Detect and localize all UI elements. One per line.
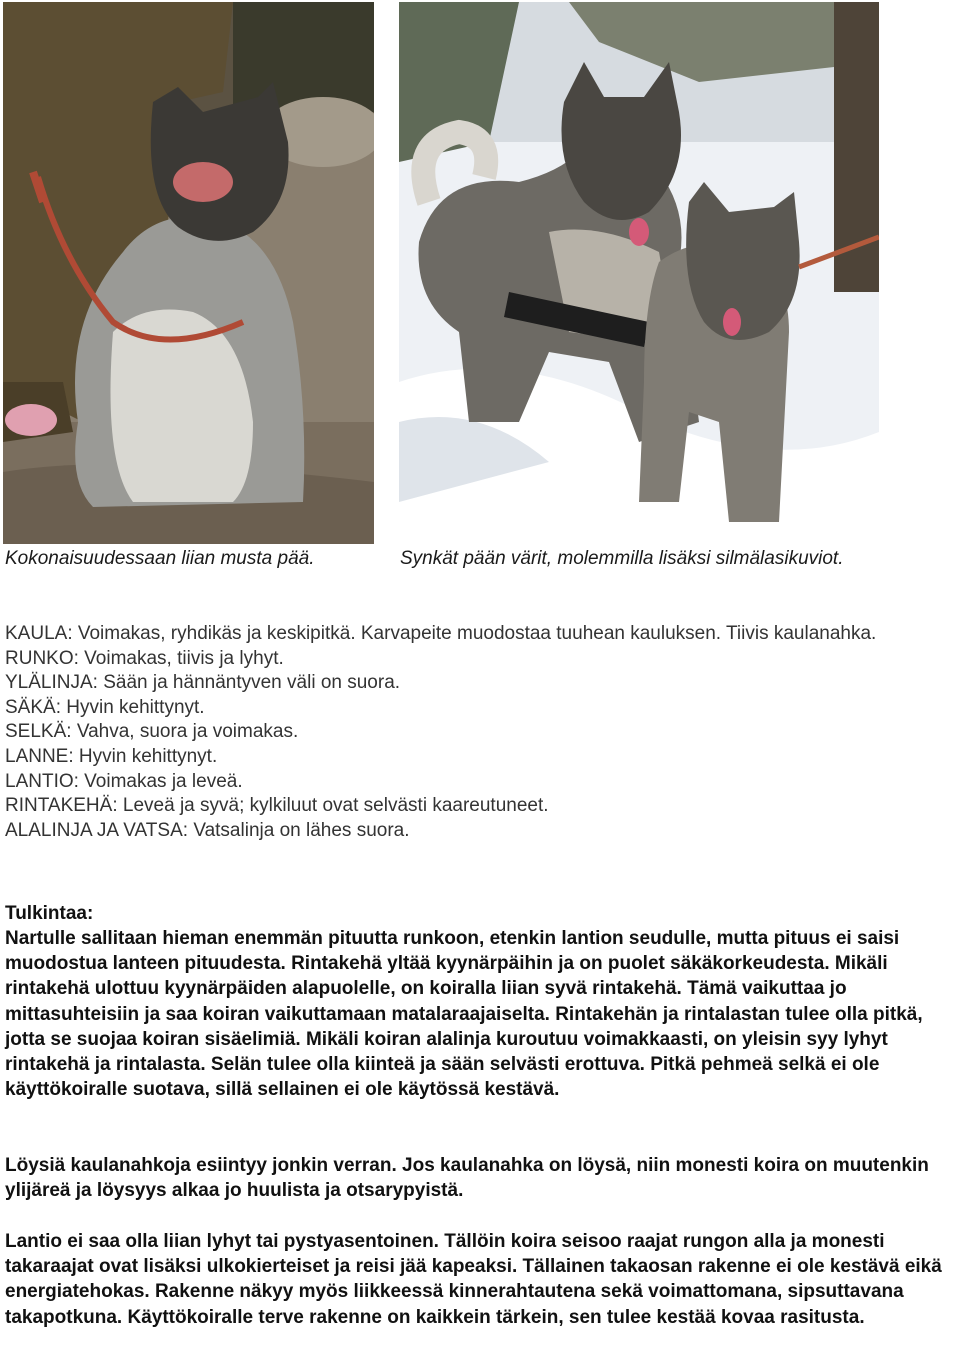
spec-text: : Voimakas, ryhdikäs ja keskipitkä. Karvapeite muodostaa tuuhean kauluksen. Tiivis kaulanahka. [67, 623, 877, 644]
caption-right: Synkät pään värit, molemmilla lisäksi silmälasikuviot. [400, 548, 844, 569]
spec-text: : Hyvin kehittynyt. [55, 696, 205, 718]
spec-text: : Leveä ja syvä; kylkiluut ovat selvästi kaareutuneet. [112, 795, 549, 817]
photo-two-dogs-snow-image [399, 2, 879, 544]
spec-text: : Sään ja hännäntyven väli on suora. [92, 672, 401, 694]
spec-text: : Vahva, suora ja voimakas. [66, 721, 299, 743]
spec-line-saka [5, 696, 945, 721]
interpretation-heading: Tulkintaa: [5, 903, 94, 924]
spec-text: : Voimakas ja leveä. [73, 770, 243, 792]
spec-key: KAULA [5, 623, 68, 644]
interpretation-paragraph: Nartulle sallitaan hieman enemmän pituutta runkoon, etenkin lantion seudulle, mutta pituus ei saisi muodostua lanteen pituudesta. Rintakehä yltää kyynärpäihin ja on puolet säkäkorkeudesta. Mikäli rintakehä ulottuu kyynärpäiden alapuolelle, on koiralla liian syvä rintakehä. Tämä vaikuttaa jo mittasuhteisiin ja saa koiran vaikuttamaan matalaraajaiselta. Rintakehän ja rintalastan tulee olla pitkä, jotta se suojaa koiran sisäelimiä. Mikäli koiran alalinja kuroutuu voimakkaasti, on yleisin syy lyhyt rintakehä ja rintalasta. Selän tulee olla kiinteä ja sään selvästi erottuva. Pitkä pehmeä selkä ei ole käyttökoiralle suotava, sillä sellainen ei ole käytössä kestävä. [5, 928, 923, 1101]
breed-standard-list [5, 622, 945, 843]
spec-key: LANTIO [5, 770, 74, 792]
spec-key: YLÄLINJA [5, 672, 93, 694]
spec-text: : Hyvin kehittynyt. [68, 745, 218, 767]
photo-two-dogs-snow [399, 2, 879, 544]
spec-line-rintakeha [5, 794, 945, 819]
spec-line-ylalinja [5, 671, 945, 696]
caption-left: Kokonaisuudessaan liian musta pää. [5, 548, 315, 569]
spec-line-kaula [5, 622, 945, 647]
photo-black-head-dog-image [3, 2, 374, 544]
spec-line-lanne [5, 745, 945, 770]
spec-key: SELKÄ [5, 721, 67, 743]
spec-key: RINTAKEHÄ [5, 795, 113, 817]
spec-line-lantio [5, 770, 945, 795]
spec-text: : Vatsalinja on lähes suora. [182, 819, 410, 841]
spec-key: LANNE [5, 745, 69, 767]
spec-key: ALALINJA JA VATSA [5, 819, 183, 841]
spec-key: SÄKÄ [5, 696, 56, 718]
interpretation-paragraph: Löysiä kaulanahkoja esiintyy jonkin verran. Jos kaulanahka on löysä, niin monesti koira on muutenkin ylijäreä ja löysyys alkaa jo huulista ja otsarypyistä. [5, 1155, 929, 1202]
interpretation-paragraph: Lantio ei saa olla liian lyhyt tai pystyasentoinen. Tällöin koira seisoo raajat rungon alla ja monesti takaraajat ovat lisäksi ulkokierteiset ja reisi jää kapeaksi. Tällainen takaosan rakenne ei ole kestävä eikä energiatehokas. Rakenne näkyy myös liikkeessä kinnerahtautena sekä voimattomana, sipsuttavana takapotkuna. Käyttökoiralle terve rakenne on kaikkein tärkein, sen tulee kestää kovaa rasitusta. [5, 1231, 942, 1328]
photo-black-head-dog [3, 2, 374, 544]
spec-line-selka [5, 720, 945, 745]
spec-line-runko [5, 647, 945, 672]
spec-line-alalinja-ja-vatsa [5, 819, 945, 844]
spec-text: : Voimakas, tiivis ja lyhyt. [73, 647, 284, 669]
spec-key: RUNKO [5, 647, 74, 669]
